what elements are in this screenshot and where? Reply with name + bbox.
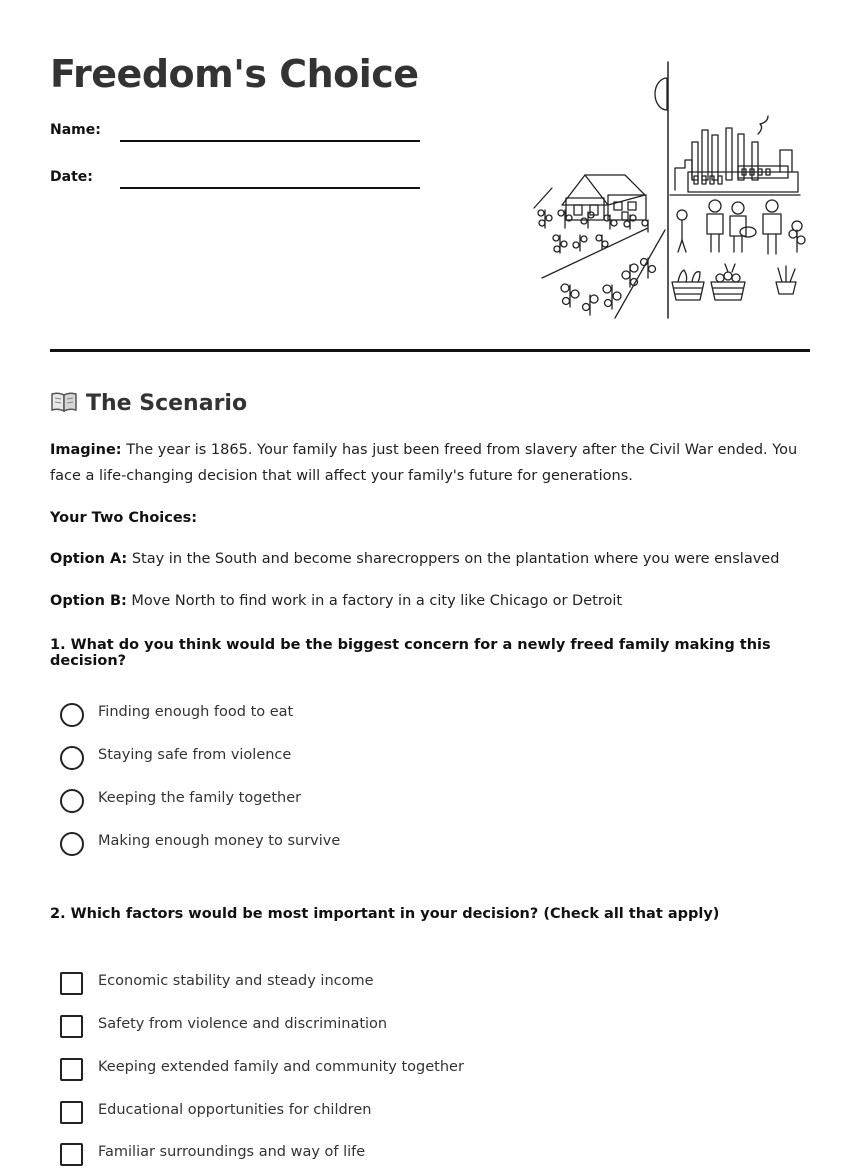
open-book-icon — [50, 391, 78, 413]
checkbox[interactable] — [60, 1015, 83, 1038]
q1-option[interactable] — [60, 832, 660, 858]
farmhouse-drawing — [562, 175, 646, 220]
checkbox[interactable] — [60, 1101, 83, 1124]
south-north-illustration — [530, 60, 810, 322]
q1-option-label: Finding enough food to eat — [98, 704, 294, 720]
workers-drawing — [677, 200, 805, 254]
radio-button[interactable] — [60, 789, 84, 813]
question-1: 1. What do you think would be the biggest concern for a newly freed family making this decision? — [50, 637, 771, 669]
q2-option[interactable] — [60, 1101, 660, 1127]
option-b — [50, 588, 815, 614]
radio-button[interactable] — [60, 832, 84, 856]
q2-option-label: Safety from violence and discrimination — [98, 1016, 388, 1032]
scenario-heading — [50, 390, 247, 418]
date-line[interactable] — [120, 187, 420, 189]
q1-option-label: Making enough money to survive — [98, 833, 341, 849]
factory-skyline-drawing — [670, 116, 800, 195]
q2-option[interactable] — [60, 972, 660, 998]
option-b-label: Option B: — [50, 593, 127, 609]
checkbox[interactable] — [60, 972, 83, 995]
worksheet-header — [50, 50, 810, 350]
q2-option[interactable] — [60, 1015, 660, 1041]
q2-option[interactable] — [60, 1143, 660, 1169]
checkbox[interactable] — [60, 1143, 83, 1166]
name-label: Name: — [50, 122, 101, 138]
q2-option-label: Educational opportunities for children — [98, 1102, 372, 1118]
q1-option[interactable] — [60, 789, 660, 815]
q1-option[interactable] — [60, 746, 660, 772]
scenario-heading-text: The Scenario — [86, 391, 248, 416]
date-field[interactable] — [50, 169, 420, 199]
q1-option-label: Keeping the family together — [98, 790, 302, 806]
name-line[interactable] — [120, 140, 420, 142]
imagine-label: Imagine: — [50, 442, 122, 458]
option-a — [50, 546, 815, 572]
q1-option-label: Staying safe from violence — [98, 747, 292, 763]
option-b-text: Move North to find work in a factory in a city like Chicago or Detroit — [126, 593, 623, 609]
q2-option[interactable] — [60, 1058, 660, 1084]
imagine-text: The year is 1865. Your family has just been freed from slavery after the Civil War ended. You face a life-changing decision that will affect your family's future for generations. — [50, 442, 798, 484]
option-a-label: Option A: — [50, 551, 128, 567]
q1-option[interactable] — [60, 703, 660, 729]
choices-heading: Your Two Choices: — [50, 510, 198, 526]
page-title: Freedom's Choice — [50, 52, 419, 96]
cotton-plants-drawing — [538, 210, 656, 315]
date-label: Date: — [50, 169, 93, 185]
q2-option-label: Keeping extended family and community together — [98, 1059, 464, 1075]
radio-button[interactable] — [60, 703, 84, 727]
q2-option-label: Familiar surroundings and way of life — [98, 1144, 366, 1160]
q2-option-label: Economic stability and steady income — [98, 973, 374, 989]
scenario-intro — [50, 437, 815, 489]
baskets-drawing — [672, 264, 796, 300]
option-a-text: Stay in the South and become sharecroppers on the plantation where you were enslaved — [127, 551, 780, 567]
header-divider — [50, 349, 810, 352]
question-2: 2. Which factors would be most important in your decision? (Check all that apply) — [50, 906, 720, 922]
radio-button[interactable] — [60, 746, 84, 770]
name-field[interactable] — [50, 122, 420, 152]
checkbox[interactable] — [60, 1058, 83, 1081]
